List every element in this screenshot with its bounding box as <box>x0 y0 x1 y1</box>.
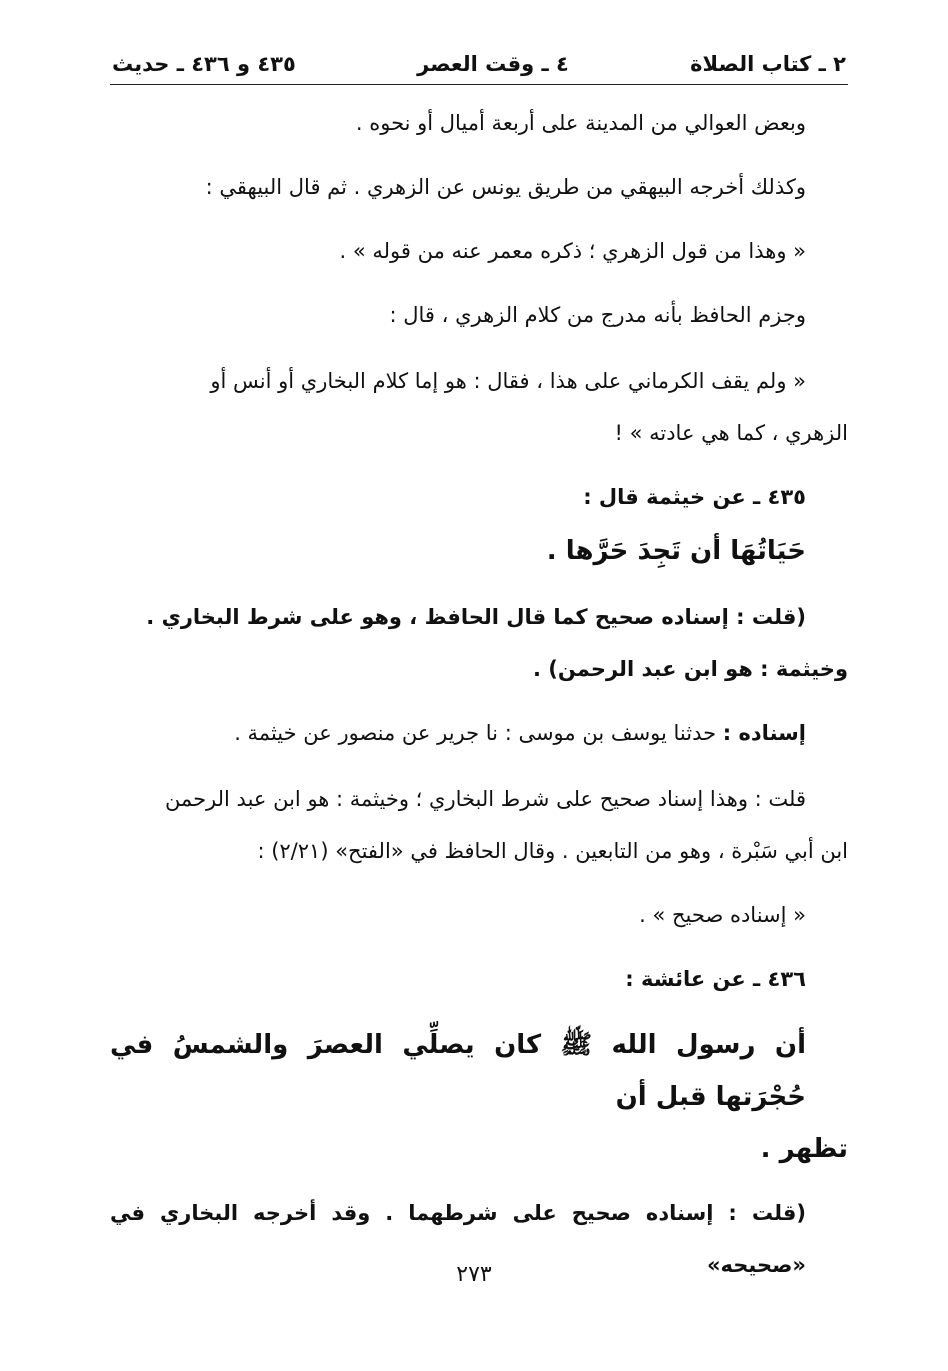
isnad-text: حدثنا يوسف بن موسى : نا جرير عن منصور عن خيثمة . <box>234 721 723 745</box>
paragraph-5-quote <box>110 355 848 459</box>
book-page <box>110 52 848 1291</box>
paragraph-5-line-1: « ولم يقف الكرماني على هذا ، فقال : هو إما كلام البخاري أو أنس أو <box>210 369 806 393</box>
hadith-435-text: حَيَاتُهَا أن تَجِدَ حَرَّها . <box>546 536 806 566</box>
running-header <box>110 52 848 85</box>
hadith-435-note <box>110 591 848 695</box>
hadith-436-text <box>110 1019 848 1175</box>
paragraph-2: وكذلك أخرجه البيهقي من طريق يونس عن الزهري . ثم قال البيهقي : <box>205 175 806 199</box>
header-chapter: ٢ ـ كتاب الصلاة <box>690 52 846 76</box>
paragraph-6 <box>110 773 848 877</box>
hadith-435-heading: ٤٣٥ ـ عن خيثمة قال : <box>583 485 806 509</box>
page-number: ٢٧٣ <box>456 1262 492 1287</box>
hadith-436-heading: ٤٣٦ ـ عن عائشة : <box>625 967 806 991</box>
hadith-436-line-2: تظهر . <box>760 1134 848 1164</box>
hadith-436-note: (قلت : إسناده صحيح على شرطهما . وقد أخرجه البخاري في «صحيحه» <box>110 1201 806 1277</box>
paragraph-3-quote: « وهذا من قول الزهري ؛ ذكره معمر عنه من قوله » . <box>339 239 806 263</box>
note-435-line-2: وخيثمة : هو ابن عبد الرحمن) . <box>533 657 848 681</box>
note-435-line-1: (قلت : إسناده صحيح كما قال الحافظ ، وهو على شرط البخاري . <box>146 605 806 629</box>
paragraph-5-line-2: الزهري ، كما هي عادته » ! <box>614 421 848 445</box>
paragraph-4: وجزم الحافظ بأنه مدرج من كلام الزهري ، قال : <box>389 303 806 327</box>
isnad-label: إسناده : <box>722 721 806 745</box>
paragraph-6-line-1: قلت : وهذا إسناد صحيح على شرط البخاري ؛ وخيثمة : هو ابن عبد الرحمن <box>164 787 806 811</box>
paragraph-6-line-2: ابن أبي سَبْرة ، وهو من التابعين . وقال الحافظ في «الفتح» (٢/٢١) : <box>257 839 848 863</box>
isnad-paragraph <box>110 707 848 759</box>
header-hadith-range: ٤٣٥ و ٤٣٦ ـ حديث <box>112 52 296 76</box>
paragraph-7-quote: « إسناده صحيح » . <box>639 903 806 927</box>
hadith-436-line-1: أن رسول الله ﷺ كان يصلِّي العصرَ والشمسُ في حُجْرَتها قبل أن <box>110 1030 806 1112</box>
paragraph-1: وبعض العوالي من المدينة على أربعة أميال أو نحوه . <box>355 111 806 135</box>
header-section: ٤ ـ وقت العصر <box>417 52 569 76</box>
